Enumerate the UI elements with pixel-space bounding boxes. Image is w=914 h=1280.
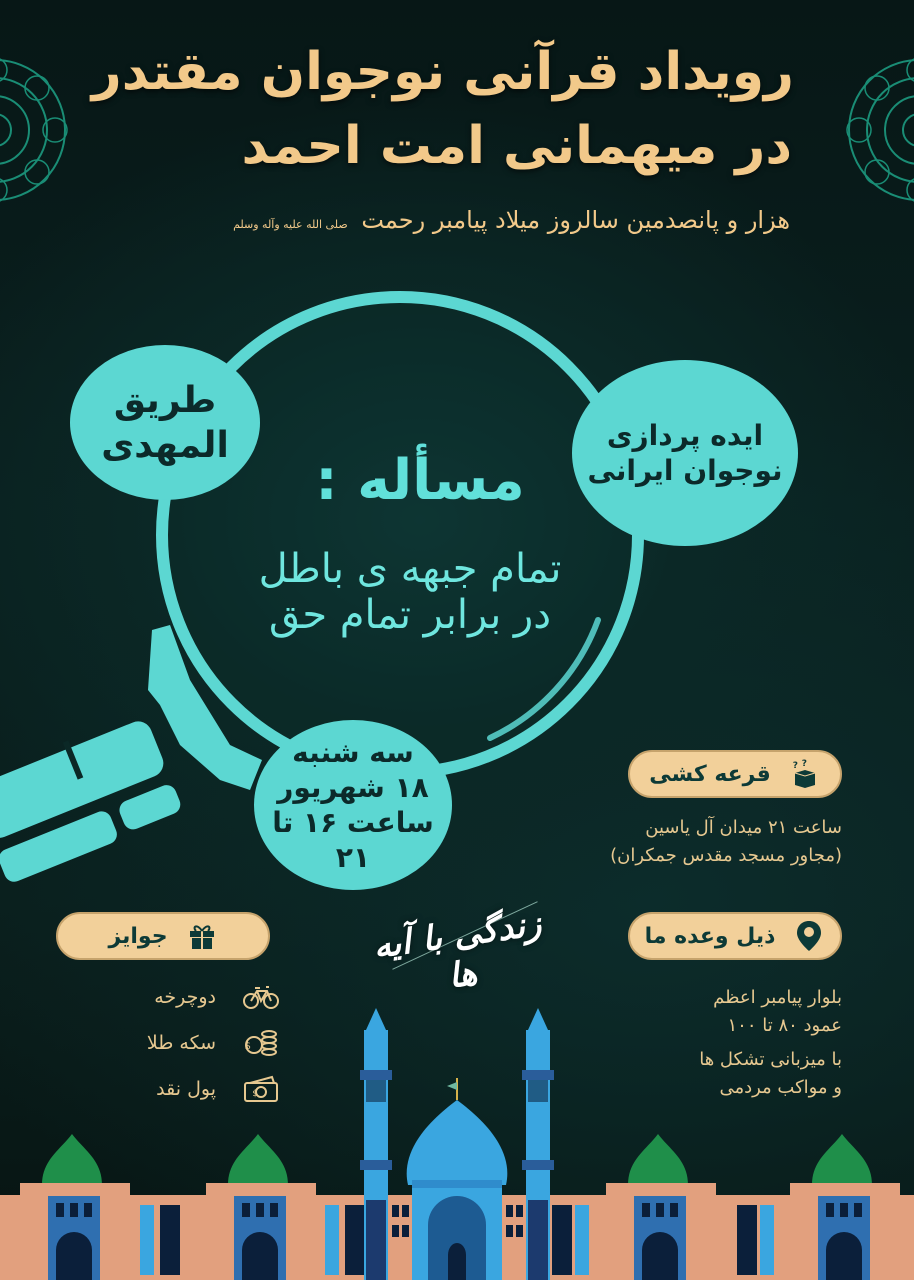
raffle-info xyxy=(610,814,842,870)
poster-title-line1: رویداد قرآنی نوجوان مقتدر xyxy=(91,42,794,102)
poster-title-line2: در میهمانی امت احمد xyxy=(241,116,792,176)
center-line2: در برابر تمام حق xyxy=(268,592,552,638)
raffle-label: قرعه کشی xyxy=(649,761,771,787)
bubble-left-line1: طریق xyxy=(113,379,217,421)
svg-text:$: $ xyxy=(252,1089,258,1099)
svg-text:?: ? xyxy=(801,759,807,769)
venue-line3: با میزبانی تشکل ها xyxy=(699,1049,842,1070)
gift-icon xyxy=(186,920,218,952)
mandala-ornament-right xyxy=(844,55,914,205)
bubble-right-line2: نوجوان ایرانی xyxy=(587,454,783,487)
svg-text:?: ? xyxy=(792,761,798,771)
bubble-right-line1: ایده پردازی xyxy=(606,419,764,452)
prizes-label: جوایز xyxy=(108,923,168,949)
venue-line4: و مواکب مردمی xyxy=(719,1076,842,1098)
bubble-date-time xyxy=(254,720,452,890)
raffle-line2: (مجاور مسجد مقدس جمکران) xyxy=(610,844,842,866)
bubble-ideation xyxy=(572,360,798,546)
venue-label: ذیل وعده ما xyxy=(644,923,776,949)
venue-line2: عمود ۸۰ تا ۱۰۰ xyxy=(727,1014,842,1036)
date-hours: ساعت ۱۶ تا ۲۱ xyxy=(272,806,434,874)
date-day: سه شنبه xyxy=(292,736,414,769)
poster-subtitle xyxy=(233,206,790,234)
center-heading: مسأله : xyxy=(315,448,525,513)
raffle-line1: ساعت ۲۱ میدان آل یاسین xyxy=(645,817,842,838)
bubble-left-line2: المهدی xyxy=(101,424,229,466)
date-day-month: ۱۸ شهریور xyxy=(277,771,429,804)
svg-text:$: $ xyxy=(244,1041,251,1052)
location-pin-icon xyxy=(793,920,825,952)
prizes-pill xyxy=(56,912,270,960)
mandala-ornament-left xyxy=(0,55,70,205)
mystery-box-icon xyxy=(789,758,821,790)
zendegi-ba-ayeha-logo: زندگی با آیه ها xyxy=(370,903,544,997)
subtitle-text: هزار و پانصدمین سالروز میلاد پیامبر رحمت xyxy=(361,206,790,234)
venue-pill xyxy=(628,912,842,960)
center-body xyxy=(210,546,610,638)
prize-label: دوچرخه xyxy=(154,986,216,1008)
center-line1: تمام جبهه ی باطل xyxy=(258,546,562,592)
bubble-tariq-al-mahdi xyxy=(70,345,260,500)
subtitle-honorific: صلی الله علیه وآله وسلم xyxy=(233,218,348,231)
prize-label: پول نقد xyxy=(156,1078,216,1100)
prize-label: سکه طلا xyxy=(146,1032,216,1054)
raffle-pill xyxy=(628,750,842,798)
venue-line1: بلوار پیامبر اعظم xyxy=(713,987,842,1008)
jamkaran-mosque-illustration xyxy=(0,990,914,1280)
